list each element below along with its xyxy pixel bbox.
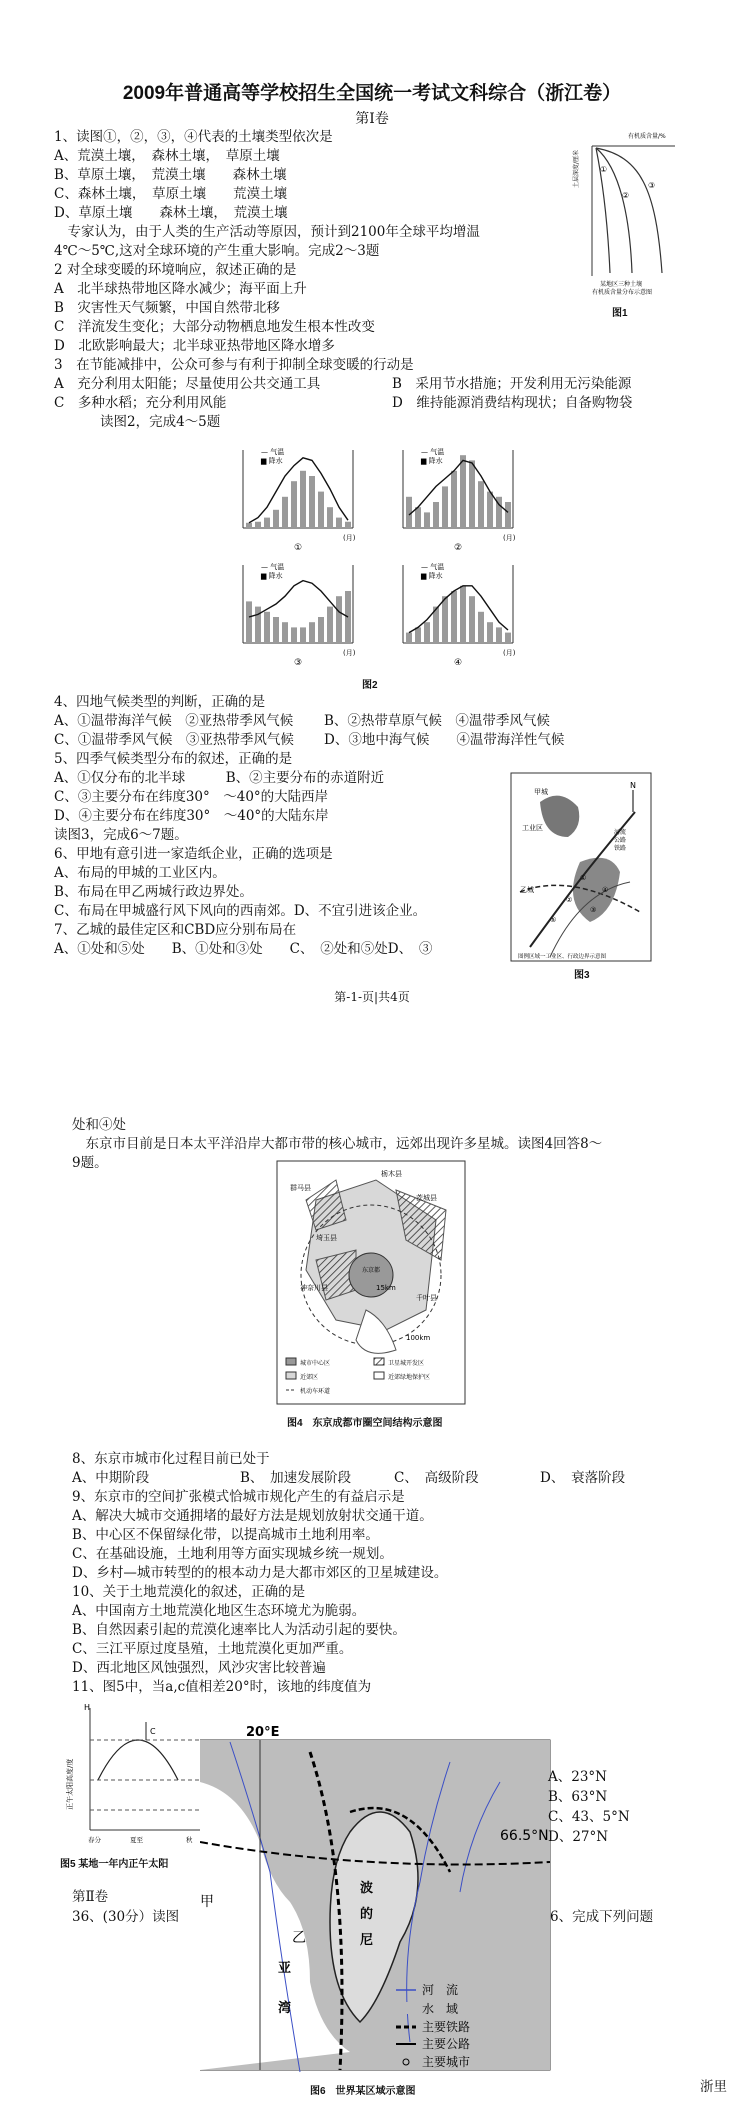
- text-line: 处和④处: [72, 1117, 126, 1133]
- text-line: A、荒漠土壤， 森林土壤， 草原土壤: [54, 148, 280, 164]
- precip-bar: [282, 497, 288, 528]
- text-line: 4、四地气候类型的判断，正确的是: [54, 694, 266, 710]
- text-line: C、森林土壤， 草原土壤 荒漠土壤: [54, 186, 288, 202]
- temperature-line: [409, 586, 508, 633]
- month-label: (月): [503, 649, 516, 657]
- fig6-legend: 主要城市: [422, 2055, 471, 2069]
- text-line: B、自然因素引起的荒漠化速率比人为活动引起的要快。: [72, 1622, 406, 1638]
- precip-bar: [424, 512, 430, 528]
- precip-bar: [336, 518, 342, 528]
- text-line: 5、四季气候类型分布的叙述，正确的是: [54, 751, 293, 767]
- fig6-jia-label: 甲: [200, 1894, 214, 1910]
- legend-precip: ▆ 降水: [421, 572, 443, 580]
- text-line: 9、东京市的空间扩张模式恰城市规化产生的有益启示是: [72, 1489, 405, 1505]
- fig6-legend: 主要铁路: [422, 2020, 471, 2034]
- q3-option-c: C 多种水稻；充分利用风能: [54, 395, 227, 411]
- fig6-gulf-char: 的: [360, 1907, 374, 1922]
- text-line: C、③主要分布在纬度30° ～40°的大陆西岸: [54, 789, 329, 805]
- text-line: 读图2，完成4～5题: [100, 414, 221, 430]
- figure-1-caption: 图1: [612, 308, 628, 319]
- precip-bar: [264, 612, 270, 643]
- text-line: A、中国南方土地荒漠化地区生态环境尤为脆弱。: [72, 1603, 366, 1619]
- fig6-longitude: 20°E: [246, 1725, 280, 1740]
- fig4-place: 茨城县: [416, 1194, 437, 1202]
- fig4-radius: 100km: [406, 1334, 431, 1342]
- q11-option: A、23°N: [548, 1769, 607, 1785]
- figure-2: [215, 440, 525, 670]
- fig4-legend: 卫星城开发区: [388, 1360, 425, 1367]
- precip-bar: [327, 507, 333, 528]
- precip-bar: [451, 471, 457, 528]
- q8-option-c: C、 高级阶段: [394, 1470, 479, 1486]
- precip-bar: [345, 522, 351, 528]
- volume-2-heading: 第Ⅱ卷: [72, 1889, 109, 1905]
- text-line: 11、图5中，当a,c值相差20°时，该地的纬度值为: [72, 1679, 372, 1695]
- q8-option-a: A、中期阶段: [72, 1470, 150, 1486]
- precip-bar: [505, 502, 511, 528]
- precip-bar: [487, 492, 493, 528]
- figure-5-caption: 图5 某地一年内正午太阳: [60, 1859, 169, 1870]
- legend-precip: ▆ 降水: [261, 572, 283, 580]
- precip-bar: [300, 627, 306, 643]
- legend-temp: — 气温: [421, 563, 445, 571]
- text-line: A、布局的甲城的工业区内。: [54, 865, 226, 881]
- fig6-gulf-char: 波: [360, 1881, 374, 1896]
- svg-text:①: ①: [600, 165, 608, 174]
- precip-bar: [424, 622, 430, 643]
- svg-text:②: ②: [566, 896, 573, 904]
- temperature-line: [249, 458, 348, 523]
- q3-option-b: B 采用节水措施；开发利用无污染能源: [392, 376, 632, 392]
- text-line: D、乡村—城市转型的的根本动力是大都市郊区的卫星城建设。: [72, 1565, 448, 1581]
- text-line: D、④主要分布在纬度30° ～40°的大陆东岸: [54, 808, 329, 824]
- fig6-gulf-char: 湾: [278, 2001, 292, 2016]
- fig6-gulf-char: 亚: [278, 1961, 292, 1976]
- month-label: (月): [343, 534, 356, 542]
- text-line: 10、关于土地荒漠化的叙述，正确的是: [72, 1584, 306, 1600]
- q4-option: B、②热带草原气候 ④温带季风气候: [324, 713, 550, 729]
- precip-bar: [451, 591, 457, 643]
- precip-bar: [415, 627, 421, 643]
- chart-label: ①: [294, 543, 303, 553]
- text-line: C、布局在甲城盛行风下风向的西南郊。D、不宜引进该企业。: [54, 903, 427, 919]
- figure-4-caption: 图4 东京成都市圈空间结构示意图: [287, 1418, 443, 1429]
- svg-text:⑤: ⑤: [550, 916, 557, 924]
- precip-bar: [487, 622, 493, 643]
- precip-bar: [415, 507, 421, 528]
- fig1-note: 某地区三种土壤: [600, 281, 643, 288]
- temperature-line: [249, 581, 348, 617]
- q4-option: A、①温带海洋气候 ②亚热带季风气候: [54, 713, 294, 729]
- figure-3-caption: 图3: [574, 970, 590, 981]
- text-line: 3 在节能减排中，公众可参与有利于抑制全球变暖的行动是: [54, 357, 414, 373]
- text-line: D、西北地区风蚀强烈，风沙灾害比较普遍: [72, 1660, 326, 1676]
- precip-bar: [255, 607, 261, 643]
- precip-bar: [309, 476, 315, 528]
- fig6-yi-label: 乙: [292, 1930, 306, 1946]
- fig6-gulf-char: 尼: [360, 1933, 374, 1948]
- figure-5: [58, 1700, 208, 1850]
- page-footer: 第-1-页|共4页: [334, 990, 410, 1004]
- precip-bar: [255, 522, 261, 528]
- fig4-place: 千叶县: [416, 1294, 437, 1302]
- text-line: B、布局在甲乙两城行政边界处。: [54, 884, 253, 900]
- precip-bar: [442, 596, 448, 643]
- svg-text:①: ①: [580, 874, 587, 882]
- fig3-legend: 公路: [614, 837, 627, 844]
- fig5-x-label: 秋: [186, 1836, 193, 1844]
- text-line: B、草原土壤， 荒漠土壤 森林土壤: [54, 167, 287, 183]
- text-line: 读图3，完成6～7题。: [54, 827, 188, 843]
- precip-bar: [273, 510, 279, 528]
- precip-bar: [318, 617, 324, 643]
- text-line: A、①处和⑤处 B、①处和③处 C、 ②处和⑤处D、 ③: [54, 941, 433, 957]
- fig5-y-label: 正午太阳高度/度: [66, 1758, 74, 1810]
- text-line: A、解决大城市交通拥堵的最好方法是规划放射状交通干道。: [72, 1508, 433, 1524]
- q4-option: D、③地中海气候 ④温带海洋性气候: [324, 732, 565, 748]
- svg-text:④: ④: [602, 886, 609, 894]
- text-line: 6、甲地有意引进一家造纸企业，正确的选项是: [54, 846, 333, 862]
- fig3-yi-label: 乙城: [520, 886, 534, 894]
- text-line: C、三江平原过度垦殖，土地荒漠化更加严重。: [72, 1641, 353, 1657]
- month-label: (月): [343, 649, 356, 657]
- q11-option: D、27°N: [548, 1829, 609, 1845]
- text-line: 1、读图①，②，③，④代表的土壤类型依次是: [54, 129, 333, 145]
- precip-bar: [469, 596, 475, 643]
- precip-bar: [318, 492, 324, 528]
- text-line: D、草原土壤 森林土壤， 荒漠土壤: [54, 205, 288, 221]
- fig4-legend: 机动车环道: [300, 1388, 331, 1395]
- legend-temp: — 气温: [261, 563, 285, 571]
- fig5-x-label: 夏至: [130, 1836, 143, 1844]
- precip-bar: [406, 633, 412, 643]
- q36-stem-end: 6、完成下列问题: [550, 1909, 654, 1925]
- fig6-legend: 河 流: [422, 1983, 459, 1997]
- fig6-latitude: 66.5°N: [500, 1828, 549, 1844]
- chart-label: ④: [454, 658, 463, 668]
- precip-bar: [433, 502, 439, 528]
- precip-bar: [246, 523, 252, 528]
- text-line: 9题。: [72, 1155, 108, 1171]
- fig4-legend: 近郊绿地保护区: [388, 1374, 431, 1381]
- legend-precip: ▆ 降水: [261, 457, 283, 465]
- text-line: 2 对全球变暖的环境响应，叙述正确的是: [54, 262, 297, 278]
- legend-temp: — 气温: [421, 448, 445, 456]
- q8-option-d: D、 衰落阶段: [540, 1470, 626, 1486]
- legend-precip: ▆ 降水: [421, 457, 443, 465]
- text-line: 4℃～5℃,这对全球环境的产生重大影响。完成2～3题: [54, 243, 380, 259]
- fig1-top-label: 有机质含量/%: [628, 133, 666, 140]
- volume-heading: 第Ⅰ卷: [355, 111, 389, 127]
- svg-text:③: ③: [648, 181, 656, 190]
- figure-4: [276, 1160, 466, 1405]
- precip-bar: [469, 460, 475, 528]
- figure-6-caption: 图6 世界某区域示意图: [310, 2086, 416, 2097]
- text-line: C 洋流发生变化；大部分动物栖息地发生根本性改变: [54, 319, 375, 335]
- precip-bar: [460, 455, 466, 528]
- q4-option: C、①温带季风气候 ③亚热带季风气候: [54, 732, 294, 748]
- fig5-c-label: C: [150, 1727, 156, 1736]
- precip-bar: [460, 586, 466, 643]
- text-line: B、中心区不保留绿化带，以提高城市土地利用率。: [72, 1527, 379, 1543]
- fig4-legend: 城市中心区: [300, 1360, 331, 1367]
- text-line: B 灾害性天气频繁，中国自然带北移: [54, 300, 280, 316]
- fig4-radius: 15km: [376, 1284, 396, 1292]
- temperature-line: [409, 460, 508, 515]
- svg-text:②: ②: [622, 191, 630, 200]
- precip-bar: [478, 481, 484, 528]
- fig4-place: 埼玉县: [316, 1234, 337, 1242]
- precip-bar: [300, 471, 306, 528]
- fig4-place: 栃木县: [381, 1170, 402, 1178]
- fig5-x-label: 春分: [88, 1836, 101, 1844]
- chart-label: ③: [294, 658, 303, 668]
- fig3-jia-label: 甲城: [534, 788, 548, 796]
- q36-stem: 36、(30分）读图: [72, 1909, 180, 1925]
- figure-3: [510, 772, 652, 962]
- precip-bar: [273, 617, 279, 643]
- fig3-note: 图例区域一工业区、行政边界示意图: [518, 954, 607, 960]
- precip-bar: [309, 622, 315, 643]
- text-line: A、①仅分布的北半球 B、②主要分布的赤道附近: [54, 770, 385, 786]
- fig6-legend: 主要公路: [422, 2037, 471, 2051]
- corner-text: 浙里: [700, 2079, 727, 2095]
- figure-2-caption: 图2: [362, 680, 378, 691]
- figure-6: [200, 1722, 562, 2077]
- text-line: 专家认为，由于人类的生产活动等原因，预计到2100年全球平均增温: [54, 224, 480, 240]
- page-title: 2009年普通高等学校招生全国统一考试文科综合（浙江卷）: [122, 83, 622, 104]
- text-line: C、在基础设施，土地利用等方面实现城乡统一规划。: [72, 1546, 393, 1562]
- text-line: D 北欧影响最大；北半球亚热带地区降水增多: [54, 338, 335, 354]
- fig3-legend: 铁路: [614, 845, 627, 852]
- precip-bar: [282, 622, 288, 643]
- q11-option: B、63°N: [548, 1789, 608, 1805]
- fig3-legend: 河流: [614, 829, 627, 836]
- precip-bar: [327, 607, 333, 643]
- fig1-note: 有机质含量分布示意图: [592, 289, 653, 296]
- text-line: 东京市目前是日本太平洋沿岸大都市带的核心城市，远郊出现许多星城。读图4回答8～: [72, 1136, 603, 1152]
- fig6-legend: 水 域: [422, 2002, 459, 2016]
- precip-bar: [264, 518, 270, 528]
- precip-bar: [246, 601, 252, 643]
- fig4-place: 群马县: [290, 1184, 311, 1192]
- legend-temp: — 气温: [261, 448, 285, 456]
- precip-bar: [442, 486, 448, 528]
- precip-bar: [496, 627, 502, 643]
- q3-option-a: A 充分利用太阳能；尽量使用公共交通工具: [54, 376, 321, 392]
- svg-text:N: N: [630, 781, 636, 790]
- precip-bar: [478, 612, 484, 643]
- precip-bar: [291, 627, 297, 643]
- text-line: A 北半球热带地区降水减少；海平面上升: [54, 281, 307, 297]
- precip-bar: [291, 481, 297, 528]
- q8-option-b: B、 加速发展阶段: [240, 1470, 352, 1486]
- q8-stem: 8、东京市城市化过程目前已处于: [72, 1451, 270, 1467]
- fig5-h-label: H: [84, 1703, 91, 1712]
- svg-text:③: ③: [590, 906, 597, 914]
- fig4-legend: 近郊区: [300, 1374, 319, 1381]
- q11-option: C、43、5°N: [548, 1809, 630, 1825]
- chart-label: ②: [454, 543, 463, 553]
- q3-option-d: D 维持能源消费结构现状；自备购物袋: [392, 395, 633, 411]
- text-line: 7、乙城的最佳定区和CBD应分别布局在: [54, 922, 297, 938]
- figure-1: [570, 128, 680, 300]
- fig1-y-label: 土层深度/厘米: [573, 149, 580, 188]
- precip-bar: [336, 596, 342, 643]
- month-label: (月): [503, 534, 516, 542]
- fig4-place: 神奈川县: [300, 1284, 328, 1292]
- fig3-industry-label: 工业区: [522, 824, 543, 832]
- precip-bar: [505, 633, 511, 643]
- fig4-place: 东京都: [362, 1267, 381, 1274]
